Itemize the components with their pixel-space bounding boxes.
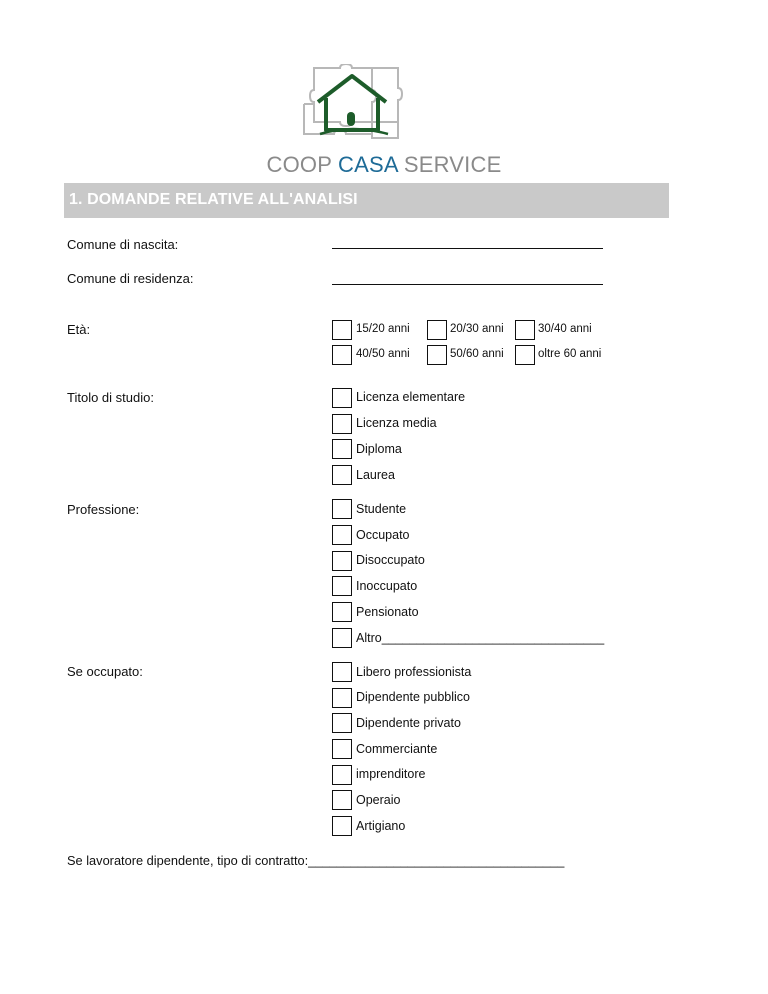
professione-option-pensionato: Pensionato — [356, 605, 419, 619]
occupato-option-imprenditore: imprenditore — [356, 767, 426, 781]
eta-option-oltre-60: oltre 60 anni — [538, 348, 602, 360]
eta-option-20-30: 20/30 anni — [450, 323, 504, 335]
professione-label: Professione: — [67, 502, 140, 517]
puzzle-house-logo-icon — [300, 64, 412, 146]
tipo-contratto-row — [67, 853, 564, 868]
titolo-checkbox-laurea[interactable] — [332, 465, 352, 485]
brand-name-part1: COOP — [266, 152, 339, 177]
professione-checkbox-occupato[interactable] — [332, 525, 352, 545]
occupato-checkbox-artigiano[interactable] — [332, 816, 352, 836]
occupato-option-libero: Libero professionista — [356, 665, 472, 679]
eta-option-50-60: 50/60 anni — [450, 348, 504, 360]
occupato-option-operaio: Operaio — [356, 793, 401, 807]
occupato-option-commerciante: Commerciante — [356, 742, 438, 756]
titolo-studio-label: Titolo di studio: — [67, 390, 154, 405]
professione-option-occupato: Occupato — [356, 528, 410, 542]
eta-label: Età: — [67, 322, 91, 337]
professione-checkbox-altro[interactable] — [332, 628, 352, 648]
eta-checkbox-50-60[interactable] — [427, 345, 447, 365]
occupato-checkbox-operaio[interactable] — [332, 790, 352, 810]
occupato-option-privato: Dipendente privato — [356, 716, 461, 730]
tipo-contratto-field[interactable]: ____________________________________ — [308, 853, 565, 868]
occupato-option-artigiano: Artigiano — [356, 819, 406, 833]
professione-option-studente: Studente — [356, 502, 407, 516]
titolo-option-diploma: Diploma — [356, 442, 402, 456]
titolo-option-elementare: Licenza elementare — [356, 390, 466, 404]
brand-name-accent: CASA — [338, 152, 398, 177]
comune-nascita-field[interactable] — [332, 248, 603, 249]
occupato-option-pubblico: Dipendente pubblico — [356, 690, 470, 704]
occupato-checkbox-imprenditore[interactable] — [332, 765, 352, 785]
professione-checkbox-pensionato[interactable] — [332, 602, 352, 622]
tipo-contratto-label: Se lavoratore dipendente, tipo di contratto: — [67, 853, 309, 868]
titolo-checkbox-elementare[interactable] — [332, 388, 352, 408]
titolo-option-laurea: Laurea — [356, 468, 395, 482]
section-title: 1. DOMANDE RELATIVE ALL'ANALISI — [69, 191, 358, 208]
eta-checkbox-30-40[interactable] — [515, 320, 535, 340]
brand-name — [0, 152, 768, 178]
professione-checkbox-disoccupato[interactable] — [332, 551, 352, 571]
brand-name-part2: SERVICE — [397, 152, 502, 177]
occupato-checkbox-privato[interactable] — [332, 713, 352, 733]
titolo-option-media: Licenza media — [356, 416, 437, 430]
professione-option-disoccupato: Disoccupato — [356, 553, 425, 567]
professione-checkbox-studente[interactable] — [332, 499, 352, 519]
eta-option-40-50: 40/50 anni — [356, 348, 410, 360]
titolo-checkbox-media[interactable] — [332, 414, 352, 434]
eta-checkbox-20-30[interactable] — [427, 320, 447, 340]
eta-checkbox-oltre-60[interactable] — [515, 345, 535, 365]
comune-nascita-label: Comune di nascita: — [67, 237, 179, 252]
comune-residenza-label: Comune di residenza: — [67, 271, 194, 286]
se-occupato-label: Se occupato: — [67, 664, 143, 679]
comune-residenza-field[interactable] — [332, 284, 603, 285]
eta-option-15-20: 15/20 anni — [356, 323, 410, 335]
eta-checkbox-40-50[interactable] — [332, 345, 352, 365]
occupato-checkbox-commerciante[interactable] — [332, 739, 352, 759]
professione-option-altro[interactable]: Altro________________________________ — [356, 631, 605, 645]
professione-option-inoccupato: Inoccupato — [356, 579, 418, 593]
eta-checkbox-15-20[interactable] — [332, 320, 352, 340]
professione-checkbox-inoccupato[interactable] — [332, 576, 352, 596]
occupato-checkbox-pubblico[interactable] — [332, 688, 352, 708]
eta-option-30-40: 30/40 anni — [538, 323, 592, 335]
occupato-checkbox-libero[interactable] — [332, 662, 352, 682]
titolo-checkbox-diploma[interactable] — [332, 439, 352, 459]
